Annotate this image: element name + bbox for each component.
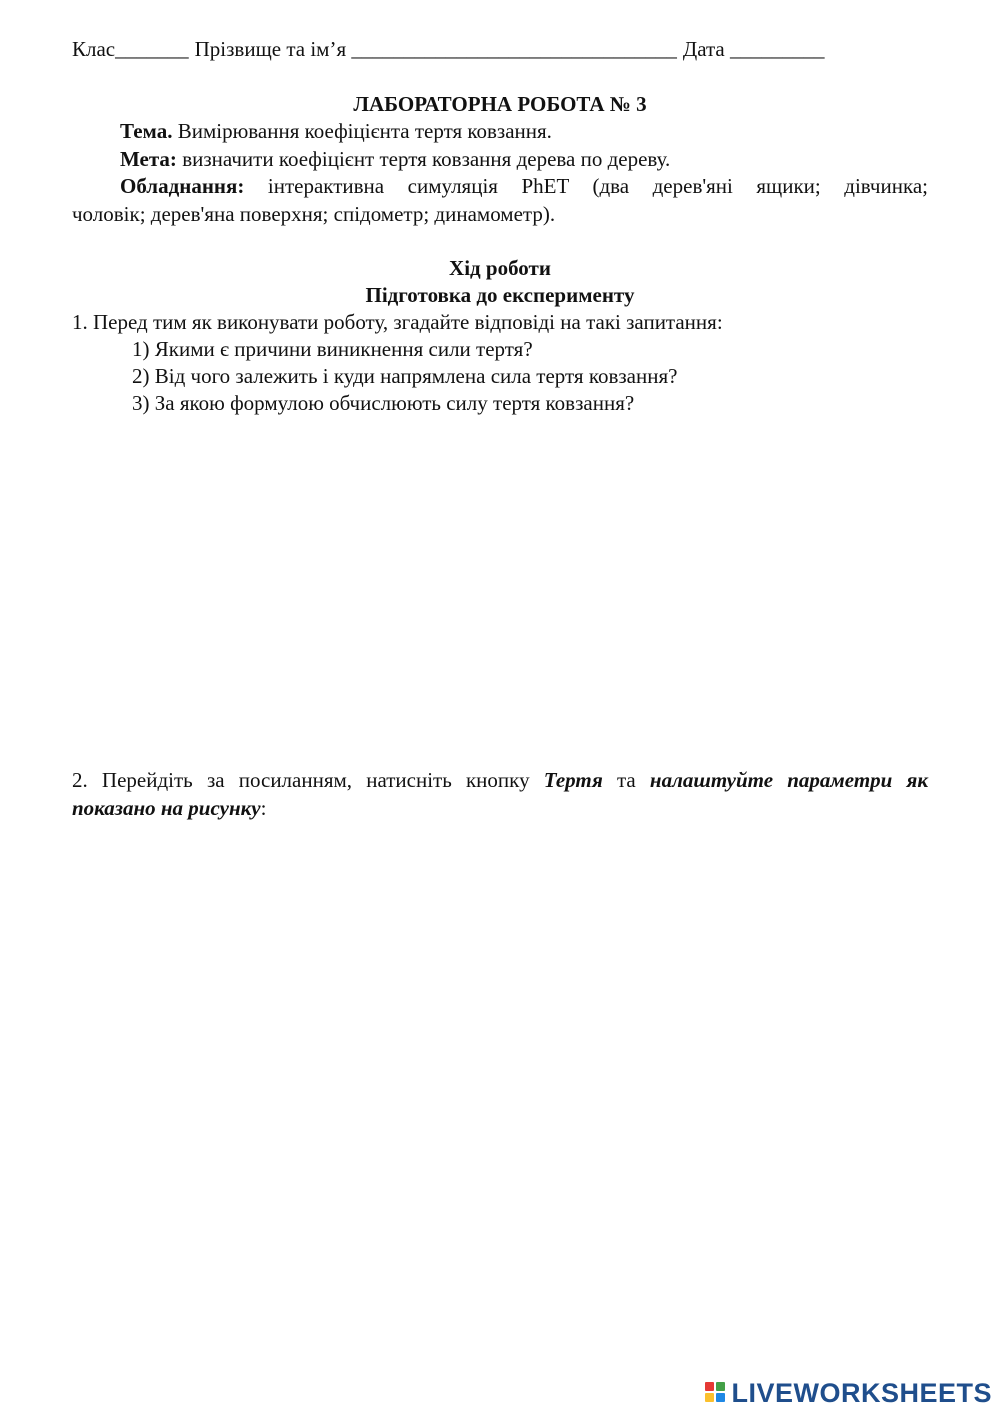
mark-square xyxy=(716,1382,725,1391)
step1-question-2: 2) Від чого залежить і куди напрямлена сила тертя ковзання? xyxy=(132,364,678,388)
goal-line xyxy=(120,146,670,174)
equipment-label: Обладнання: xyxy=(120,174,245,198)
goal-label: Мета: xyxy=(120,147,177,171)
header-line xyxy=(72,36,824,64)
step2-text-1: 2. Перейдіть за посиланням, натисніть кнопку xyxy=(72,768,544,792)
liveworksheets-logo-text: LIVEWORKSHEETS xyxy=(731,1378,992,1408)
topic-line xyxy=(120,118,552,146)
goal-text: визначити коефіцієнт тертя ковзання дерева по дереву. xyxy=(176,147,671,171)
equipment-text-line1: інтерактивна симуляція PhET (два дерев'яні ящики; дівчинка; xyxy=(244,174,928,198)
equipment-paragraph xyxy=(72,173,928,228)
liveworksheets-logo[interactable] xyxy=(705,1377,992,1409)
page-title: ЛАБОРАТОРНА РОБОТА № 3 xyxy=(353,92,647,116)
step1-question-1: 1) Якими є причини виникнення сили тертя? xyxy=(132,337,533,361)
name-field[interactable]: Прізвище та ім’я _______________________________ xyxy=(194,37,677,61)
liveworksheets-mark-icon xyxy=(705,1381,727,1405)
mark-square xyxy=(716,1393,725,1402)
mark-square xyxy=(705,1393,714,1402)
step2-text-3: : xyxy=(260,795,267,820)
class-field[interactable]: Клас_______ xyxy=(72,37,189,61)
date-field[interactable]: Дата _________ xyxy=(682,37,825,61)
procedure-subheading: Підготовка до експерименту xyxy=(365,283,635,307)
step2-emph-friction: Тертя xyxy=(543,768,603,792)
step2-text-2: та xyxy=(602,768,650,792)
equipment-text-line2: чоловік; дерев'яна поверхня; спідометр; динамометр). xyxy=(72,201,556,226)
step2-emph-settings-line1: налаштуйте параметри як xyxy=(649,768,928,792)
procedure-heading: Хід роботи xyxy=(449,256,551,280)
step1-intro: 1. Перед тим як виконувати роботу, згадайте відповіді на такі запитання: xyxy=(72,310,723,334)
mark-square xyxy=(705,1382,714,1391)
topic-text: Вимірювання коефіцієнта тертя ковзання. xyxy=(172,119,552,143)
step1-question-3: 3) За якою формулою обчислюють силу тертя ковзання? xyxy=(132,391,635,415)
step2-emph-settings-line2: показано на рисунку xyxy=(72,795,261,820)
topic-label: Тема. xyxy=(120,119,173,143)
step2-paragraph xyxy=(72,767,928,822)
